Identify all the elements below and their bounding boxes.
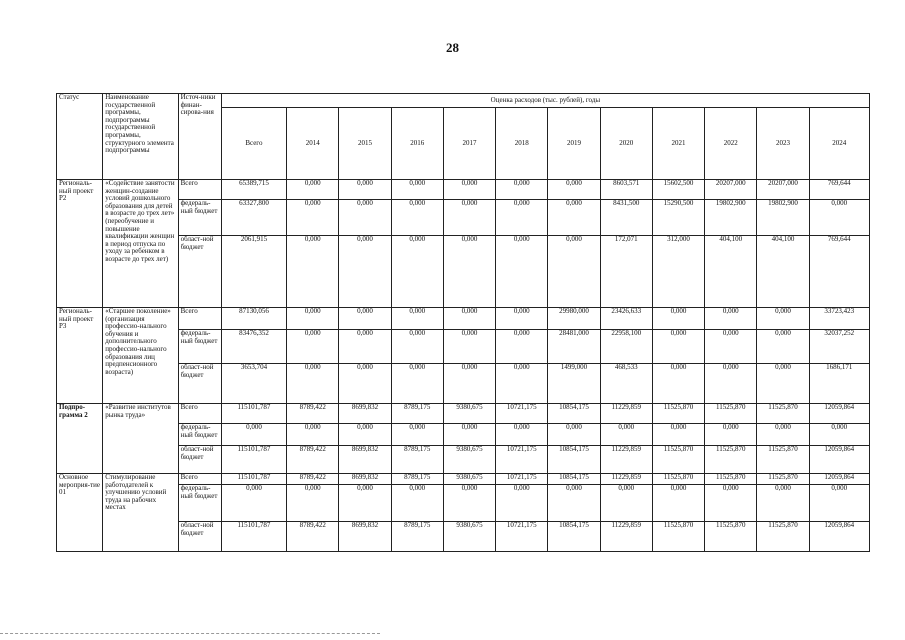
table-row (57, 200, 870, 236)
value-cell: 0,000 (705, 485, 757, 522)
value-cell: 0,000 (443, 424, 495, 446)
value-cell: 11229,859 (600, 446, 652, 474)
value-cell: 9380,675 (443, 474, 495, 485)
page-number: 28 (446, 40, 459, 55)
header-name: Наименование государственной программы, подпрограммы государственной программы, структурного элемента подпрограммы (103, 94, 178, 180)
value-cell: 0,000 (339, 200, 391, 236)
value-cell: 10721,175 (496, 446, 548, 474)
header-year: 2017 (443, 108, 495, 180)
value-cell: 0,000 (705, 424, 757, 446)
value-cell: 0,000 (652, 308, 704, 330)
header-year: 2024 (809, 108, 869, 180)
value-cell: 0,000 (496, 308, 548, 330)
source-cell: област-ной бюджет (178, 236, 221, 308)
name-cell: «Развитие институтов рынка труда» (103, 404, 178, 474)
header-source: Источ-ники финан-сирова-ния (178, 94, 221, 180)
value-cell: 1686,171 (809, 364, 869, 404)
source-cell: Всего (178, 180, 221, 200)
value-cell: 12059,864 (809, 404, 869, 424)
value-cell: 11525,870 (757, 446, 809, 474)
value-cell: 0,000 (496, 330, 548, 364)
value-cell: 0,000 (600, 424, 652, 446)
value-cell: 10854,175 (548, 474, 600, 485)
value-cell: 10854,175 (548, 522, 600, 552)
table-row (57, 404, 870, 424)
value-cell: 11229,859 (600, 404, 652, 424)
value-cell: 8789,422 (287, 474, 339, 485)
value-cell: 0,000 (287, 236, 339, 308)
value-cell: 10854,175 (548, 404, 600, 424)
value-cell: 33723,423 (809, 308, 869, 330)
source-cell: Всего (178, 308, 221, 330)
source-cell: Всего (178, 474, 221, 485)
status-cell: Региональ-ный проект Р2 (57, 180, 103, 308)
source-cell: федераль-ный бюджет (178, 485, 221, 522)
total-cell: 87130,056 (221, 308, 286, 330)
value-cell: 0,000 (548, 180, 600, 200)
value-cell: 10854,175 (548, 446, 600, 474)
total-cell: 115101,787 (221, 522, 286, 552)
total-cell: 0,000 (221, 485, 286, 522)
table-row (57, 308, 870, 330)
table-row (57, 474, 870, 485)
header-total: Всего (221, 108, 286, 180)
value-cell: 8699,832 (339, 446, 391, 474)
value-cell: 0,000 (391, 180, 443, 200)
table-row (57, 364, 870, 404)
header-status: Статус (57, 94, 103, 180)
value-cell: 11525,870 (652, 446, 704, 474)
value-cell: 0,000 (496, 200, 548, 236)
value-cell: 0,000 (391, 236, 443, 308)
value-cell: 0,000 (339, 236, 391, 308)
value-cell: 9380,675 (443, 522, 495, 552)
value-cell: 769,644 (809, 236, 869, 308)
value-cell: 10721,175 (496, 522, 548, 552)
value-cell: 0,000 (287, 180, 339, 200)
header-year: 2020 (600, 108, 652, 180)
value-cell: 468,533 (600, 364, 652, 404)
value-cell: 0,000 (757, 485, 809, 522)
value-cell: 23426,633 (600, 308, 652, 330)
value-cell: 0,000 (287, 330, 339, 364)
header-year: 2014 (287, 108, 339, 180)
value-cell: 10721,175 (496, 474, 548, 485)
header-year: 2022 (705, 108, 757, 180)
value-cell: 0,000 (652, 330, 704, 364)
value-cell: 8699,832 (339, 522, 391, 552)
value-cell: 0,000 (496, 180, 548, 200)
value-cell: 11525,870 (705, 474, 757, 485)
value-cell: 8789,175 (391, 446, 443, 474)
value-cell: 0,000 (339, 308, 391, 330)
header-year: 2021 (652, 108, 704, 180)
value-cell: 11525,870 (705, 404, 757, 424)
value-cell: 20207,000 (705, 180, 757, 200)
table-row (57, 330, 870, 364)
value-cell: 15290,500 (652, 200, 704, 236)
value-cell: 0,000 (548, 200, 600, 236)
total-cell: 83476,352 (221, 330, 286, 364)
source-cell: федераль-ный бюджет (178, 200, 221, 236)
value-cell: 8699,832 (339, 404, 391, 424)
value-cell: 0,000 (287, 364, 339, 404)
total-cell: 65389,715 (221, 180, 286, 200)
value-cell: 0,000 (809, 485, 869, 522)
value-cell: 8699,832 (339, 474, 391, 485)
value-cell: 172,071 (600, 236, 652, 308)
value-cell: 0,000 (443, 308, 495, 330)
value-cell: 11229,859 (600, 474, 652, 485)
table-row (57, 424, 870, 446)
value-cell: 0,000 (443, 180, 495, 200)
value-cell: 9380,675 (443, 446, 495, 474)
value-cell: 12059,864 (809, 446, 869, 474)
table-row (57, 522, 870, 552)
total-cell: 2061,915 (221, 236, 286, 308)
source-cell: област-ной бюджет (178, 364, 221, 404)
value-cell: 29980,000 (548, 308, 600, 330)
total-cell: 115101,787 (221, 474, 286, 485)
value-cell: 0,000 (391, 200, 443, 236)
source-cell: федераль-ный бюджет (178, 330, 221, 364)
value-cell: 11525,870 (705, 446, 757, 474)
status-cell: Подпро-грамма 2 (57, 404, 103, 474)
value-cell: 0,000 (443, 236, 495, 308)
source-cell: Всего (178, 404, 221, 424)
value-cell: 0,000 (443, 364, 495, 404)
value-cell: 11525,870 (652, 474, 704, 485)
value-cell: 0,000 (339, 180, 391, 200)
table-row (57, 180, 870, 200)
header-year: 2015 (339, 108, 391, 180)
header-year: 2019 (548, 108, 600, 180)
value-cell: 19802,900 (757, 200, 809, 236)
status-cell: Основное мероприя-тие 01 (57, 474, 103, 552)
status-cell: Региональ-ный проект Р3 (57, 308, 103, 404)
value-cell: 8603,571 (600, 180, 652, 200)
source-cell: област-ной бюджет (178, 446, 221, 474)
value-cell: 0,000 (391, 485, 443, 522)
total-cell: 115101,787 (221, 446, 286, 474)
value-cell: 0,000 (443, 330, 495, 364)
value-cell: 32037,252 (809, 330, 869, 364)
value-cell: 11525,870 (757, 474, 809, 485)
value-cell: 0,000 (600, 485, 652, 522)
value-cell: 0,000 (339, 364, 391, 404)
value-cell: 0,000 (496, 364, 548, 404)
total-cell: 63327,800 (221, 200, 286, 236)
table-row (57, 485, 870, 522)
value-cell: 0,000 (809, 424, 869, 446)
value-cell: 0,000 (287, 424, 339, 446)
value-cell: 312,000 (652, 236, 704, 308)
value-cell: 8789,422 (287, 404, 339, 424)
value-cell: 0,000 (391, 308, 443, 330)
source-cell: област-ной бюджет (178, 522, 221, 552)
value-cell: 0,000 (757, 424, 809, 446)
value-cell: 28481,000 (548, 330, 600, 364)
value-cell: 0,000 (757, 330, 809, 364)
source-cell: федераль-ный бюджет (178, 424, 221, 446)
budget-table (56, 93, 870, 552)
value-cell: 8789,422 (287, 522, 339, 552)
name-cell: «Содействие занятости женщин-создание условий дошкольного образования для детей в возрасте до трех лет» (переобучение и повышение квалификации женщин в период отпуска по уходу за ребенком в возрасте до трех лет) (103, 180, 178, 308)
value-cell: 8789,175 (391, 522, 443, 552)
value-cell: 12059,864 (809, 522, 869, 552)
total-cell: 3653,704 (221, 364, 286, 404)
name-cell: Стимулирование работодателей к улучшению условий труда на рабочих местах (103, 474, 178, 552)
table-row (57, 236, 870, 308)
value-cell: 0,000 (287, 485, 339, 522)
total-cell: 0,000 (221, 424, 286, 446)
value-cell: 8789,175 (391, 474, 443, 485)
value-cell: 0,000 (339, 424, 391, 446)
value-cell: 1499,000 (548, 364, 600, 404)
value-cell: 0,000 (443, 485, 495, 522)
value-cell: 0,000 (809, 200, 869, 236)
name-cell: «Старшее поколение» (организация профессио-нального обучения и дополнительного профессио-нального образования лиц предпенсионного возраста) (103, 308, 178, 404)
value-cell: 0,000 (443, 200, 495, 236)
value-cell: 12059,864 (809, 474, 869, 485)
value-cell: 20207,000 (757, 180, 809, 200)
value-cell: 22958,100 (600, 330, 652, 364)
value-cell: 0,000 (496, 236, 548, 308)
value-cell: 0,000 (652, 424, 704, 446)
value-cell: 8789,175 (391, 404, 443, 424)
value-cell: 0,000 (652, 485, 704, 522)
value-cell: 10721,175 (496, 404, 548, 424)
value-cell: 19802,900 (705, 200, 757, 236)
value-cell: 8789,422 (287, 446, 339, 474)
value-cell: 0,000 (339, 330, 391, 364)
value-cell: 0,000 (705, 308, 757, 330)
value-cell: 0,000 (287, 200, 339, 236)
value-cell: 0,000 (391, 364, 443, 404)
value-cell: 0,000 (548, 424, 600, 446)
value-cell: 0,000 (496, 424, 548, 446)
total-cell: 115101,787 (221, 404, 286, 424)
value-cell: 404,100 (705, 236, 757, 308)
value-cell: 0,000 (391, 330, 443, 364)
value-cell: 9380,675 (443, 404, 495, 424)
value-cell: 11229,859 (600, 522, 652, 552)
footer-scan-line (0, 633, 380, 636)
header-estimate: Оценка расходов (тыс. рублей), годы (221, 94, 869, 108)
value-cell: 769,644 (809, 180, 869, 200)
value-cell: 0,000 (391, 424, 443, 446)
value-cell: 0,000 (548, 236, 600, 308)
value-cell: 11525,870 (652, 522, 704, 552)
value-cell: 0,000 (705, 364, 757, 404)
header-year: 2016 (391, 108, 443, 180)
header-year: 2018 (496, 108, 548, 180)
value-cell: 404,100 (757, 236, 809, 308)
value-cell: 11525,870 (705, 522, 757, 552)
value-cell: 0,000 (287, 308, 339, 330)
value-cell: 11525,870 (652, 404, 704, 424)
value-cell: 0,000 (548, 485, 600, 522)
value-cell: 0,000 (339, 485, 391, 522)
value-cell: 8431,500 (600, 200, 652, 236)
value-cell: 0,000 (757, 364, 809, 404)
value-cell: 11525,870 (757, 522, 809, 552)
table-row (57, 446, 870, 474)
value-cell: 15602,500 (652, 180, 704, 200)
value-cell: 0,000 (652, 364, 704, 404)
value-cell: 0,000 (757, 308, 809, 330)
header-year: 2023 (757, 108, 809, 180)
value-cell: 11525,870 (757, 404, 809, 424)
value-cell: 0,000 (705, 330, 757, 364)
value-cell: 0,000 (496, 485, 548, 522)
